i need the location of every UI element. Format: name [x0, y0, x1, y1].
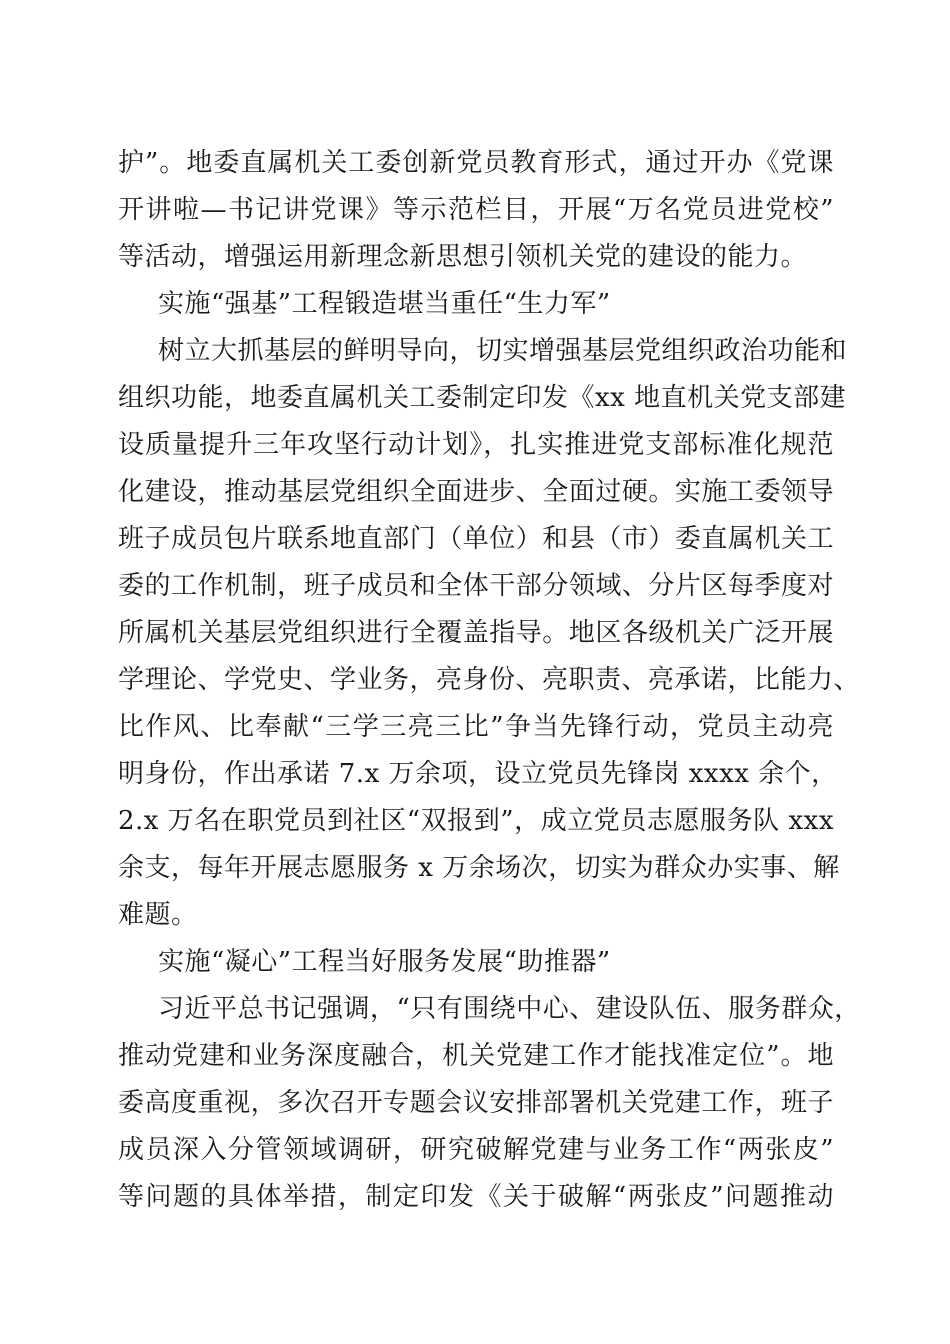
body-line: 委高度重视，多次召开专题会议安排部署机关党建工作，班子 [118, 1088, 834, 1118]
body-line: 护”。地委直属机关工委创新党员教育形式，通过开办《党课 [118, 148, 834, 178]
body-line: 委的工作机制，班子成员和全体干部分领域、分片区每季度对 [118, 571, 834, 601]
body-line: 所属机关基层党组织进行全覆盖指导。地区各级机关广泛开展 [118, 618, 834, 648]
body-line: 习近平总书记强调，“只有围绕中心、建设队伍、服务群众， [158, 994, 861, 1024]
section-heading-ningxin: 实施“凝心”工程当好服务发展“助推器” [158, 947, 611, 977]
body-line: 比作风、比奉献“三学三亮三比”争当先锋行动，党员主动亮 [118, 712, 834, 742]
body-line: 等活动，增强运用新理念新思想引领机关党的建设的能力。 [118, 242, 808, 272]
body-line: 开讲啦—书记讲党课》等示范栏目，开展“万名党员进党校” [118, 195, 834, 225]
body-line: 2.x 万名在职党员到社区“双报到”，成立党员志愿服务队 xxx [118, 806, 834, 836]
body-line: 化建设，推动基层党组织全面进步、全面过硬。实施工委领导 [118, 477, 834, 507]
body-line: 班子成员包片联系地直部门（单位）和县（市）委直属机关工 [118, 524, 834, 554]
body-line: 树立大抓基层的鲜明导向，切实增强基层党组织政治功能和 [158, 336, 848, 366]
body-line: 学理论、学党史、学业务，亮身份、亮职责、亮承诺，比能力、 [118, 665, 861, 695]
body-line: 组织功能，地委直属机关工委制定印发《xx 地直机关党支部建 [118, 383, 847, 413]
body-line: 难题。 [118, 900, 198, 930]
body-line: 余支，每年开展志愿服务 x 万余场次，切实为群众办实事、解 [118, 853, 840, 883]
body-line: 明身份，作出承诺 7.x 万余项，设立党员先锋岗 xxxx 余个， [118, 759, 838, 789]
body-line: 推动党建和业务深度融合，机关党建工作才能找准定位”。地 [118, 1041, 834, 1071]
body-line: 等问题的具体举措，制定印发《关于破解“两张皮”问题推动 [118, 1182, 834, 1212]
body-line: 成员深入分管领域调研，研究破解党建与业务工作“两张皮” [118, 1135, 834, 1165]
body-line: 设质量提升三年攻坚行动计划》，扎实推进党支部标准化规范 [118, 430, 834, 460]
document-body [118, 140, 861, 1221]
section-heading-qiangji: 实施“强基”工程锻造堪当重任“生力军” [158, 289, 611, 319]
